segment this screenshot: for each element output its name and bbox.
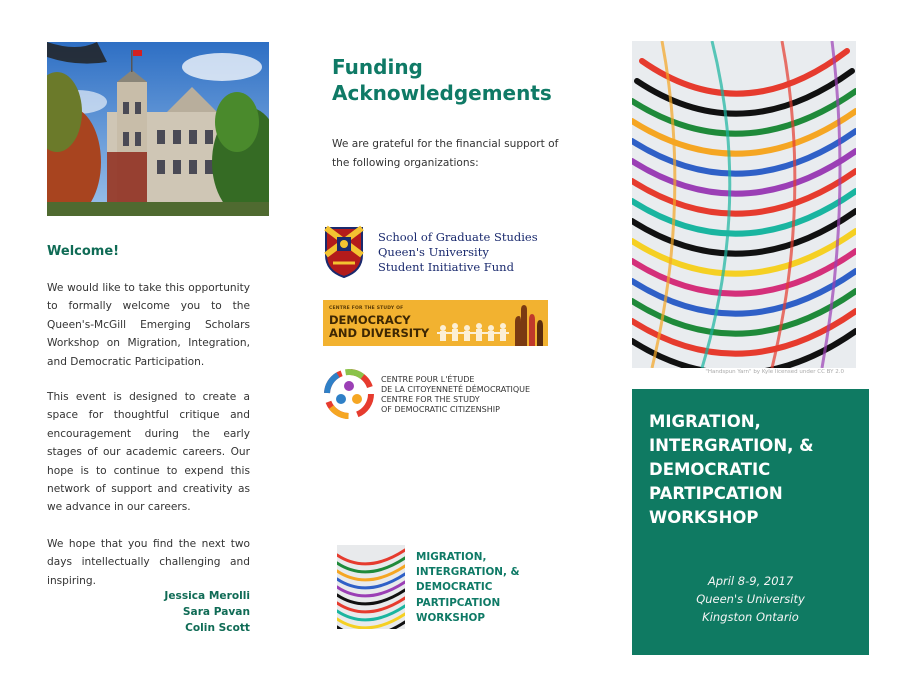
event-location: Kingston Ontario <box>702 610 799 624</box>
back-title-line-5: WORKSHOP <box>416 611 485 624</box>
cover-title-box <box>632 389 869 655</box>
cover-title-line-1: MIGRATION, <box>649 412 761 431</box>
funding-description: We are grateful for the financial support of the following organizations: <box>332 138 559 169</box>
signature-colin: Colin Scott <box>185 622 250 634</box>
castle-photo <box>47 42 269 216</box>
cover-title-line-5: WORKSHOP <box>649 508 759 527</box>
back-panel-title <box>416 550 520 626</box>
dd-line-2: AND DIVERSITY <box>329 325 430 340</box>
cover-title-line-2: INTERGRATION, & <box>649 436 814 455</box>
sgs-line-3: Student Initiative Fund <box>378 260 514 274</box>
photo-credit: "Handspun Yarn" by Kyle licensed under CC BY 2.0 <box>705 369 844 375</box>
queens-crest-icon <box>323 225 365 279</box>
welcome-paragraph-3: We hope that you find the next two days intellectually challenging and inspiring. <box>47 538 250 587</box>
dd-big-label <box>329 314 429 339</box>
event-university: Queen's University <box>696 592 805 606</box>
people-chain-icon <box>433 300 548 346</box>
sgs-line-1: School of Graduate Studies <box>378 230 538 244</box>
cover-title-line-3: DEMOCRATIC <box>649 460 771 479</box>
event-details <box>632 572 869 626</box>
dd-line-1: DEMOCRACY <box>329 313 411 327</box>
cdc-line-3: CENTRE FOR THE STUDY <box>381 395 480 404</box>
back-title-line-4: PARTIPCATION <box>416 596 501 609</box>
event-date: April 8-9, 2017 <box>707 574 794 588</box>
cdc-line-4: OF DEMOCRATIC CITIZENSHIP <box>381 405 500 414</box>
welcome-heading: Welcome! <box>47 244 120 259</box>
sgs-line-2: Queen's University <box>378 245 489 259</box>
democratic-citizenship-logo-icon <box>323 368 375 420</box>
welcome-paragraph-2: This event is designed to create a space for thoughtful critique and encouragement during the early stages of our academic careers. Our hope is to continue to expend this network of support and creativity as we advance in our careers. <box>47 391 250 514</box>
sgs-logo-text <box>378 230 538 275</box>
dd-small-label: CENTRE FOR THE STUDY OF <box>329 306 404 311</box>
small-yarn-photo <box>337 545 405 629</box>
signature-sara: Sara Pavan <box>182 606 250 618</box>
cdc-logo-text <box>381 375 530 415</box>
cdc-line-2: DE LA CITOYENNETÉ DÉMOCRATIQUE <box>381 385 531 394</box>
democracy-diversity-logo <box>323 300 548 346</box>
cover-title <box>649 410 859 530</box>
signature-jessica: Jessica Merolli <box>164 590 250 602</box>
funding-heading: Funding Acknowledgements <box>332 55 552 105</box>
back-title-line-3: DEMOCRATIC <box>416 581 493 594</box>
back-title-line-2: INTERGRATION, & <box>416 566 520 579</box>
welcome-paragraph-1: We would like to take this opportunity to formally welcome you to the Queen's-McGill Emerging Scholars Workshop on Migration, Integration, and Democratic Participation. <box>47 282 250 368</box>
back-title-line-1: MIGRATION, <box>416 551 487 563</box>
cdc-line-1: CENTRE POUR L'ÉTUDE <box>381 375 475 384</box>
yarn-photo <box>632 41 856 368</box>
cover-title-line-4: PARTIPCATION <box>649 484 783 503</box>
